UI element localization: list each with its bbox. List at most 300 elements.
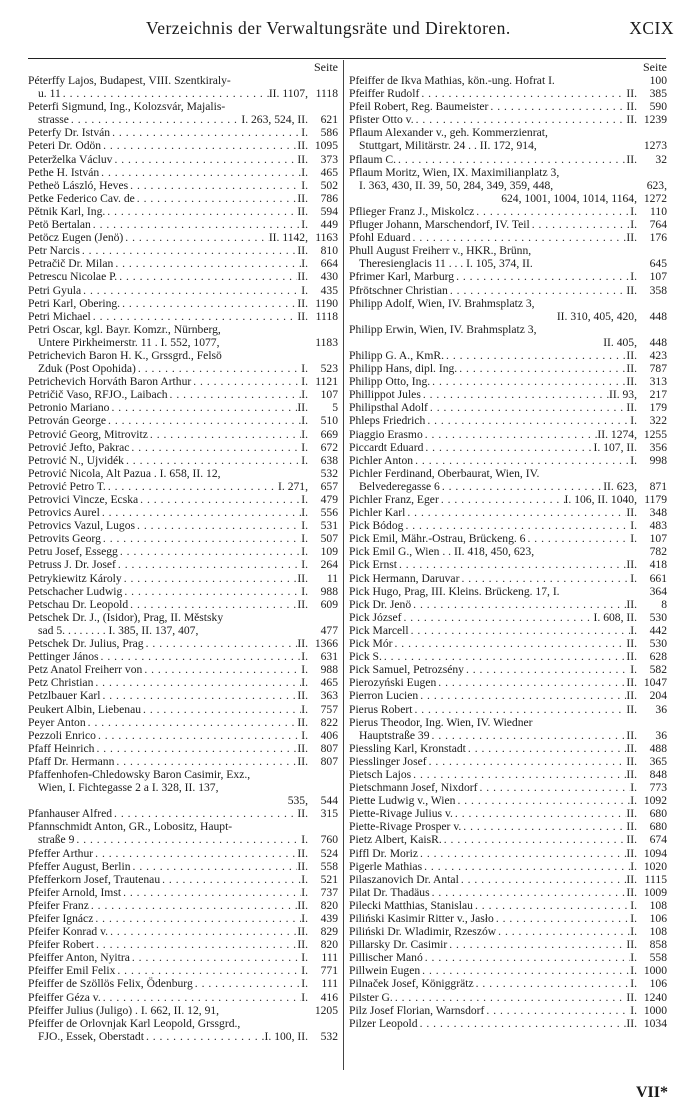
entry-line [28,231,338,244]
index-entry [28,244,338,257]
dot-leader [461,820,626,833]
dot-leader [421,388,609,401]
page-reference: 1273 [643,139,667,153]
index-entry [28,663,338,676]
dot-leader [423,428,598,441]
dot-leader [135,519,301,532]
volume-reference: I. [301,558,308,572]
page-reference: 558 [649,951,667,965]
page-reference: 108 [649,898,667,912]
entry-line [28,506,338,519]
volume-reference: II. [297,689,308,703]
index-entry [349,87,667,100]
dot-leader [106,414,301,427]
dot-leader [423,441,593,454]
volume-reference: I. 107, II. [593,440,637,454]
volume-reference: II. [626,401,637,415]
page-reference: 363 [320,689,338,703]
volume-reference: I. [630,912,637,925]
entry-text: Petričič Vaso, RFJO., Laibach [28,388,168,402]
page-reference: 661 [649,571,667,585]
entry-line [349,270,667,283]
dot-leader [496,925,630,938]
entry-line [28,703,338,716]
dot-leader [89,899,298,912]
volume-reference: I. [301,676,308,690]
index-entry [349,886,667,899]
volume-reference: II. [626,689,637,703]
entry-text: Petrichevich Horváth Baron Arthur [28,375,192,389]
page-reference: 1205 [314,1003,338,1017]
index-entry [28,310,338,323]
entry-line [28,925,338,938]
entry-line [28,820,338,833]
entry-line [349,519,667,532]
volume-reference: II. [626,87,637,101]
volume-reference: I. [301,375,308,389]
dot-leader [392,637,626,650]
entry-line [349,572,667,585]
page-reference: 1047 [643,676,667,690]
entry-text: Petö Bertalan [28,218,91,232]
dot-leader [442,833,627,846]
entry-text: Pfrimer Karl, Marburg [349,270,455,284]
dot-leader [411,231,627,244]
dot-leader [131,860,298,873]
index-entry [349,977,667,990]
page-reference: 465 [320,165,338,179]
index-entry [349,925,667,938]
entry-line [349,244,667,257]
index-entry [349,545,667,558]
volume-reference: II. [626,231,637,245]
entry-line [349,467,667,480]
volume-reference: I. [301,440,308,454]
index-entry [349,991,667,1004]
volume-reference: I. [301,493,308,506]
dot-leader [116,558,301,571]
page-reference: 773 [649,781,667,795]
entry-line [28,886,338,899]
volume-reference: II. 1107, [268,87,308,101]
dot-leader [488,100,626,113]
entry-line [28,807,338,820]
dot-leader [428,401,626,414]
index-entry [349,964,667,977]
dot-leader [101,532,301,545]
entry-line [349,598,667,611]
entry-line [349,624,667,637]
index-entry [349,716,667,742]
page-reference: 430 [320,270,338,284]
entry-text: Petrović Nicola, Alt Pazua . I. 658, II. 12, [28,466,221,480]
page-reference: 385 [649,87,667,101]
index-entry [349,611,667,624]
index-entry [28,139,338,152]
entry-text: Petzlbauer Karl [28,689,101,703]
entry-line [28,899,338,912]
entry-line [349,218,667,231]
page-reference: 582 [649,663,667,677]
page-reference: 365 [649,754,667,768]
dot-leader [81,284,301,297]
dot-leader [191,375,301,388]
index-entry [28,689,338,702]
entry-line [349,637,667,650]
dot-leader [448,284,627,297]
page-reference: 373 [320,152,338,166]
volume-reference: II. [626,846,637,860]
index-entry [349,467,667,493]
page-reference: 782 [649,545,667,559]
entry-line [28,545,338,558]
page-reference: 1163 [315,231,338,245]
entry-text: Pietz Albert, KaisR. [349,833,442,847]
page-reference: 406 [320,728,338,742]
entry-line [349,860,667,873]
entry-line [28,912,338,925]
volume-reference: II. [626,702,637,716]
dot-leader [122,572,298,585]
volume-reference: II. 1274, [597,427,637,441]
entry-line [349,126,667,139]
entry-text: Pick Marcell [349,623,409,637]
entry-line [28,480,338,493]
entry-text: Pick Samuel, Petrozsény [349,663,464,677]
page-reference: 479 [320,493,338,506]
entry-continuation-line [28,781,338,794]
entry-text: Petronio Mariano [28,401,110,415]
volume-reference: I. 100, II. [264,1029,308,1043]
index-entry [28,585,338,598]
entry-text: Pierozyński Eugen [349,676,437,690]
volume-reference: II. 93, [608,388,637,402]
dot-leader [430,886,627,899]
dot-leader [405,506,626,519]
dot-leader [484,1004,630,1017]
page-reference: 502 [320,178,338,192]
volume-reference: II. [626,741,637,755]
volume-reference: I. [301,650,308,664]
entry-text: Pick Emil, Mähr.-Ostrau, Brückeng. 6 [349,532,526,546]
entry-line [349,703,667,716]
volume-reference: I. [301,964,308,978]
entry-continuation-line [28,87,338,100]
entry-text: Pfeifer Franz [28,898,89,912]
page-reference: 669 [320,427,338,441]
index-entry [28,153,338,166]
page-reference: 5 [332,401,338,415]
page-reference: 1190 [315,296,338,310]
seite-heading-left: Seite [314,60,338,74]
entry-line [349,1004,667,1017]
dot-leader [123,231,269,244]
index-entry [349,218,667,231]
volume-reference: I. [630,453,637,467]
volume-reference: II. [297,152,308,166]
page-reference: 871 [649,479,667,493]
index-entry [349,703,667,716]
page-reference: 179 [649,401,667,415]
index-entry [28,257,338,270]
page-reference: 530 [649,637,667,651]
entry-line [349,977,667,990]
dot-leader [94,938,297,951]
dot-leader [110,126,301,139]
entry-text: Petrović Petro T. [28,479,106,493]
volume-reference: II. [297,296,308,310]
entry-line [28,493,338,506]
entry-line [28,847,338,860]
volume-reference: I. [630,1003,637,1017]
entry-line [349,428,667,441]
entry-line [28,100,338,113]
entry-text: Pflaum Alexander v., geh. Kommerzienrat, [349,126,548,140]
entry-text: Pick S. [349,650,382,664]
entry-text: Petrescu Nicolae P. [28,270,118,284]
volume-reference: I. [630,925,637,939]
index-entry [28,506,338,519]
page-reference: 532 [320,466,338,480]
entry-line [28,375,338,388]
page-reference: 364 [649,584,667,598]
index-entry [349,270,667,283]
entry-text: Pigerle Mathias [349,859,423,873]
index-entry [349,284,667,297]
entry-line [349,611,667,624]
entry-text: Pick Emil G., Wien . . II. 418, 450, 623, [349,545,535,559]
entry-continuation-line [28,362,338,375]
dot-leader [138,493,301,506]
entry-continuation-line [28,794,338,807]
page-reference: 988 [320,663,338,677]
page-reference: 988 [320,584,338,598]
dot-leader [148,428,301,441]
right-entry-list [349,74,667,1030]
page-reference: 1000 [643,1003,667,1017]
entry-line [349,938,667,951]
index-entry [28,454,338,467]
index-entry [28,899,338,912]
volume-reference: II. [626,872,637,886]
entry-text: Pichler Anton [349,453,414,467]
volume-reference: I. [301,362,308,376]
dot-leader [436,676,626,689]
page-reference: 1092 [643,794,667,808]
dot-leader [430,729,627,742]
page-reference: 100 [649,74,667,87]
entry-text: FJO., Essek, Oberstadt [38,1029,144,1043]
dot-leader [411,768,626,781]
entry-line [28,218,338,231]
dot-leader [100,506,301,519]
page-reference: 107 [649,270,667,284]
entry-text: Peukert Albin, Liebenau [28,702,142,716]
volume-reference: I. [301,165,308,179]
entry-line [349,820,667,833]
index-entry [349,493,667,506]
volume-reference: I. [301,833,308,847]
volume-reference: I. [630,951,637,965]
entry-text: Theresienglacis 11 . . . I. 105, 374, II. [359,257,533,271]
entry-text: Pick Hugo, Prag, III. Kleins. Brückeng. 17, I. [349,584,560,598]
entry-line [28,637,338,650]
page-reference: 1255 [643,427,667,441]
entry-line [349,899,667,912]
index-entry [349,166,667,205]
entry-line [349,676,667,689]
entry-line [349,742,667,755]
volume-reference: I. [301,218,308,232]
index-entry [28,886,338,899]
volume-reference: II. [626,348,637,362]
dot-leader [414,113,627,126]
entry-text: Petrovici Vincze, Ecska [28,493,139,506]
volume-reference: II. [297,139,308,153]
entry-text: Philipp G. A., KmR. [349,348,445,362]
index-entry [349,794,667,807]
entry-text: Peterfy Dr. István [28,126,111,140]
entry-line [349,807,667,820]
entry-text: Pfeffer Arthur [28,846,94,860]
page-reference: 36 [655,702,667,716]
page-reference: 510 [320,414,338,428]
dot-leader [494,912,630,925]
dot-leader [74,833,301,846]
page-reference: 628 [649,650,667,664]
dot-leader [420,964,630,977]
page-reference: 1118 [315,87,338,101]
entry-text: Pfeiffer Emil Felix [28,964,116,978]
volume-reference: 535, [287,794,308,808]
dot-leader [121,886,301,899]
entry-line [28,572,338,585]
dot-leader [444,349,626,362]
index-entry [28,703,338,716]
dot-leader [401,611,593,624]
volume-reference: II. [626,990,637,1004]
entry-text: Pfohl Eduard [349,231,411,245]
entry-text: Petr Narcis [28,244,80,258]
dot-leader [130,951,301,964]
index-entry [349,912,667,925]
entry-continuation-line [349,179,667,192]
entry-line [28,270,338,283]
volume-reference: I. [301,990,308,1004]
entry-text: Pfannschmidt Anton, GR., Lobositz, Haupt- [28,820,233,834]
entry-text: Pflaum Moritz, Wien, IX. Maximilianplatz 3, [349,165,560,179]
entry-text: Petrović N., Ujvidék [28,453,124,467]
index-entry [28,480,338,493]
volume-reference: I. [301,532,308,546]
volume-reference: II. [626,676,637,690]
dot-leader [457,362,626,375]
page-reference: 657 [320,479,338,493]
entry-text: Petrović Georg, Mitrovitz [28,427,148,441]
entry-text: Petračič Dr. Milan [28,257,114,271]
page-reference: 1034 [643,1016,667,1030]
dot-leader [160,873,301,886]
entry-text: Pilster G. [349,990,393,1004]
entry-continuation-line [28,1030,338,1043]
entry-text: Pilzer Leopold [349,1016,418,1030]
page-reference: 110 [650,204,667,218]
page-reference: 111 [321,977,338,991]
entry-text: Petschacher Ludwig [28,584,123,598]
index-entry [349,663,667,676]
page-reference: 645 [649,257,667,271]
entry-continuation-line [349,729,667,742]
index-entry [28,873,338,886]
entry-text: straße 9 [38,833,75,847]
left-entry-list [28,74,338,1043]
dot-leader [439,493,565,506]
entry-line [28,297,338,310]
dot-leader [112,807,297,820]
entry-text: Petri Michael [28,309,91,323]
volume-reference: I. [630,414,637,428]
dot-leader [108,925,297,938]
entry-text: Pillarsky Dr. Casimir [349,938,448,952]
entry-line [349,231,667,244]
dot-leader [94,742,297,755]
entry-text: Petöcz Eugen (Jenö) [28,231,124,245]
dot-leader [455,794,630,807]
entry-line [349,951,667,964]
entry-line [349,113,667,126]
volume-reference: I. [630,964,637,978]
volume-reference: I. [301,427,308,441]
entry-line [28,951,338,964]
entry-line [349,166,667,179]
entry-line [28,873,338,886]
index-entry [349,860,667,873]
index-entry [349,414,667,427]
index-entry [349,532,667,545]
dot-leader [106,480,278,493]
page-reference: 810 [320,244,338,258]
entry-line [28,676,338,689]
entry-text: I. 363, 430, II. 39, 50, 284, 349, 359, 448, [359,178,554,192]
volume-reference: I. [301,702,308,716]
index-entry [349,126,667,152]
seite-heading-right: Seite [643,60,667,74]
page-reference: 556 [320,506,338,520]
volume-reference: I. [630,519,637,533]
volume-reference: I. 263, 524, II. [241,113,308,127]
entry-text: Pfeifer Robert [28,938,94,952]
page-reference: 787 [649,362,667,376]
dot-leader [129,441,301,454]
dot-leader [427,755,627,768]
dot-leader [474,205,630,218]
entry-text: Petru Josef, Essegg [28,545,118,559]
header-rule [28,58,666,59]
dot-leader [413,454,630,467]
volume-reference: I. [301,178,308,192]
index-entry [28,441,338,454]
dot-leader [113,257,301,270]
entry-line [28,991,338,1004]
volume-reference: I. 271, [278,479,308,493]
volume-reference: I. [630,663,637,677]
page-reference: 594 [320,204,338,218]
page-title: Verzeichnis der Verwaltungsräte und Direktoren. [146,18,511,38]
index-entry [28,414,338,427]
entry-text: II. 405, [603,335,637,349]
volume-reference: I. [301,951,308,965]
dot-leader [93,676,301,689]
